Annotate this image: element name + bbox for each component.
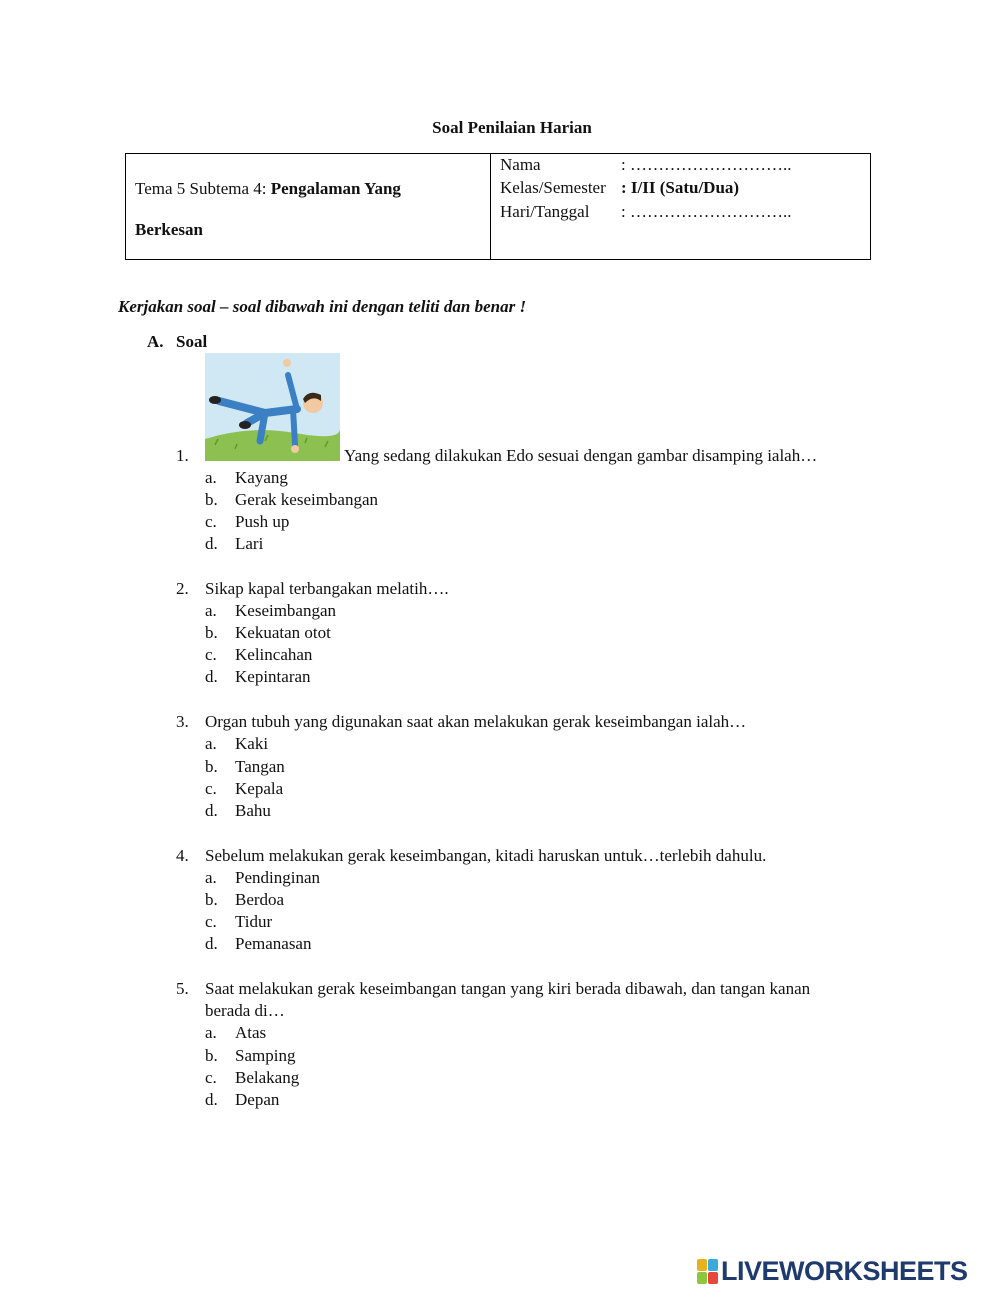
option-text: Pemanasan — [235, 934, 312, 953]
option-letter: d. — [205, 934, 218, 953]
option-2a[interactable] — [205, 601, 336, 621]
option-2d[interactable] — [205, 667, 311, 687]
option-text: Gerak keseimbangan — [235, 490, 379, 509]
option-letter: a. — [205, 468, 217, 487]
option-5d[interactable] — [205, 1090, 279, 1110]
logo-mark-icon — [697, 1259, 718, 1284]
option-letter: d. — [205, 801, 218, 820]
option-2c[interactable] — [205, 645, 312, 665]
option-text: Keseimbangan — [235, 601, 337, 620]
header-tema-cell — [126, 154, 491, 259]
option-letter: d. — [205, 534, 218, 553]
balance-pose-illustration — [205, 353, 340, 461]
option-text: Kekuatan otot — [235, 623, 331, 642]
question-4 — [176, 846, 766, 866]
option-5b[interactable] — [205, 1046, 295, 1066]
option-4b[interactable] — [205, 890, 284, 910]
tema-line — [135, 179, 401, 199]
option-letter: b. — [205, 623, 218, 642]
question-text: Saat melakukan gerak keseimbangan tangan yang kiri berada dibawah, dan tangan kanan — [205, 979, 811, 998]
option-text: Atas — [235, 1023, 267, 1042]
option-text: Samping — [235, 1046, 296, 1065]
option-3c[interactable] — [205, 779, 283, 799]
question-number: 3. — [176, 712, 189, 731]
tema-prefix: Tema 5 Subtema 4: — [135, 179, 271, 198]
hari-label: Hari/Tanggal — [500, 202, 590, 221]
option-letter: a. — [205, 734, 217, 753]
section-heading — [147, 332, 207, 352]
option-letter: d. — [205, 1090, 218, 1109]
question-3 — [176, 712, 746, 732]
section-title: Soal — [176, 332, 208, 351]
question-text: Organ tubuh yang digunakan saat akan melakukan gerak keseimbangan ialah… — [205, 712, 747, 731]
option-4a[interactable] — [205, 868, 320, 888]
option-text: Kaki — [235, 734, 269, 753]
tema-title-line2: Berkesan — [135, 220, 203, 239]
nama-label: Nama — [500, 155, 541, 174]
option-text: Lari — [235, 534, 264, 553]
option-text: Berdoa — [235, 890, 285, 909]
option-text: Kepintaran — [235, 667, 311, 686]
option-text: Kepala — [235, 779, 284, 798]
option-text: Tidur — [235, 912, 273, 931]
option-letter: c. — [205, 779, 217, 798]
question-number: 5. — [176, 979, 189, 998]
option-text: Pendinginan — [235, 868, 320, 887]
option-text: Depan — [235, 1090, 280, 1109]
option-1a[interactable] — [205, 468, 288, 488]
logo-text: LIVEWORKSHEETS — [721, 1256, 968, 1286]
logo-square-l — [697, 1259, 707, 1271]
question-number: 4. — [176, 846, 189, 865]
question-5-text-line2: berada di… — [205, 1001, 285, 1020]
liveworksheets-logo[interactable] — [697, 1256, 968, 1287]
logo-square-e — [708, 1272, 718, 1284]
option-letter: c. — [205, 1068, 217, 1087]
option-text: Bahu — [235, 801, 271, 820]
option-text: Belakang — [235, 1068, 300, 1087]
logo-square-v — [697, 1272, 707, 1284]
section-letter: A. — [147, 332, 164, 351]
option-letter: a. — [205, 868, 217, 887]
option-text: Kayang — [235, 468, 288, 487]
kelas-label: Kelas/Semester — [500, 178, 606, 197]
option-text: Tangan — [235, 757, 285, 776]
kelas-value: : I/II (Satu/Dua) — [621, 178, 740, 197]
question-number: 1. — [176, 446, 189, 465]
nama-field[interactable]: : ……………………….. — [621, 155, 792, 174]
question-text: Sikap kapal terbangakan melatih…. — [205, 579, 449, 598]
tema-title: Pengalaman Yang — [270, 179, 401, 198]
question-1-text: Yang sedang dilakukan Edo sesuai dengan gambar disamping ialah… — [344, 446, 818, 465]
option-letter: d. — [205, 667, 218, 686]
option-5a[interactable] — [205, 1023, 266, 1043]
option-letter: b. — [205, 890, 218, 909]
option-letter: b. — [205, 490, 218, 509]
option-letter: c. — [205, 912, 217, 931]
option-3b[interactable] — [205, 757, 285, 777]
option-letter: c. — [205, 645, 217, 664]
option-2b[interactable] — [205, 623, 331, 643]
option-text: Push up — [235, 512, 290, 531]
kelas-row — [500, 178, 739, 198]
header-student-cell — [491, 154, 870, 259]
page-title: Soal Penilaian Harian — [432, 118, 592, 137]
option-5c[interactable] — [205, 1068, 299, 1088]
option-4c[interactable] — [205, 912, 272, 932]
question-2 — [176, 579, 449, 599]
option-letter: a. — [205, 601, 217, 620]
option-1d[interactable] — [205, 534, 263, 554]
option-4d[interactable] — [205, 934, 311, 954]
option-letter: a. — [205, 1023, 217, 1042]
nama-row — [500, 155, 791, 175]
question-text: Sebelum melakukan gerak keseimbangan, kitadi haruskan untuk…terlebih dahulu. — [205, 846, 767, 865]
hari-field[interactable]: : ……………………….. — [621, 202, 792, 221]
header-table — [125, 153, 871, 260]
option-1c[interactable] — [205, 512, 289, 532]
logo-square-i — [708, 1259, 718, 1271]
option-3d[interactable] — [205, 801, 271, 821]
option-letter: c. — [205, 512, 217, 531]
question-5 — [176, 979, 810, 999]
option-3a[interactable] — [205, 734, 268, 754]
hari-row — [500, 202, 791, 222]
option-letter: b. — [205, 757, 218, 776]
option-letter: b. — [205, 1046, 218, 1065]
option-text: Kelincahan — [235, 645, 313, 664]
question-1 — [176, 446, 205, 466]
question-number: 2. — [176, 579, 189, 598]
instruction: Kerjakan soal – soal dibawah ini dengan teliti dan benar ! — [118, 297, 527, 316]
option-1b[interactable] — [205, 490, 378, 510]
